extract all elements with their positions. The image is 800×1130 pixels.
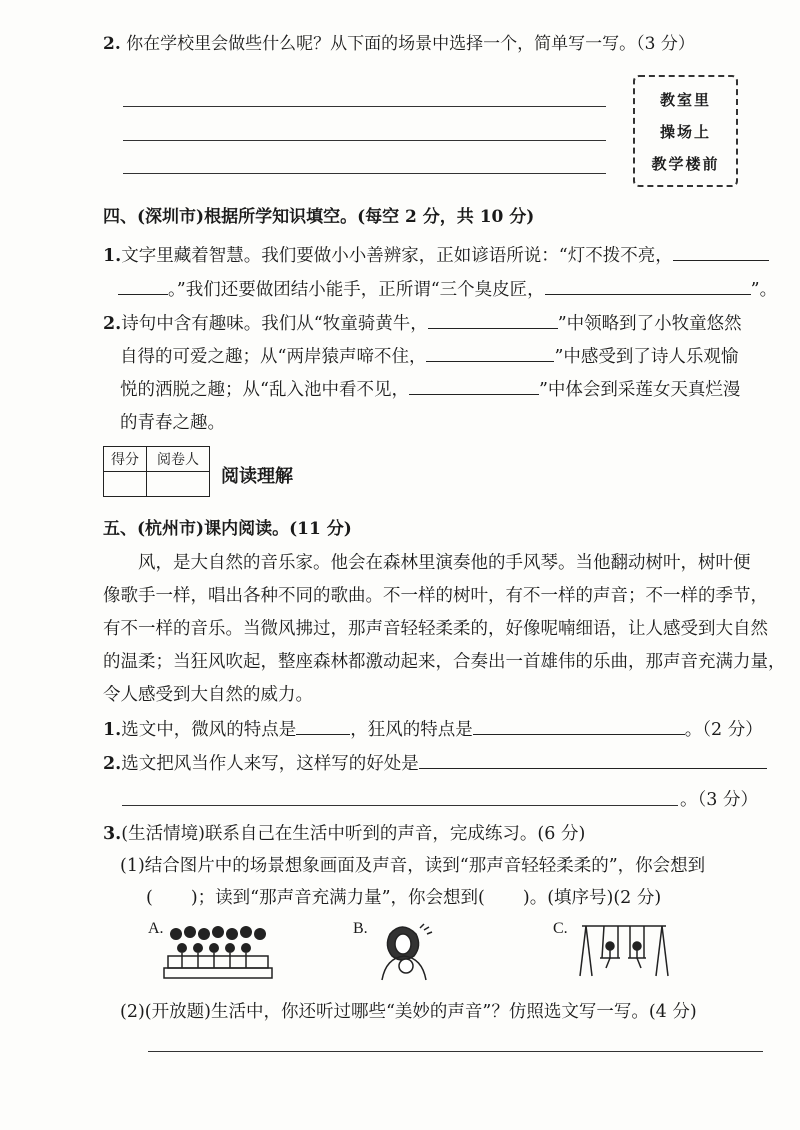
option-b-label: B. — [353, 920, 368, 937]
passage-line-1: 风，是大自然的音乐家。他会在森林里演奏他的手风琴。当他翻动树叶，树叶便 — [138, 553, 751, 573]
s4-q2-text1a: 诗句中含有趣味。我们从“牧童骑黄牛， — [121, 314, 428, 334]
section-5-title: 五、(杭州市)课内阅读。(11 分) — [103, 519, 352, 539]
section-4-title: 四、(深圳市)根据所学知识填空。(每空 2 分，共 10 分) — [103, 207, 535, 227]
score-cell[interactable] — [104, 472, 147, 497]
s5-q3-p1-text: )；读到“那声音充满力量”，你会想到( — [190, 888, 485, 908]
s5-q3-number: 3. — [103, 824, 122, 844]
s4-q2-text3a: 悦的洒脱之趣；从“乱入池中看不见， — [120, 380, 409, 400]
blank-5[interactable] — [426, 345, 554, 362]
answer-line-4[interactable] — [122, 805, 678, 806]
grader-cell[interactable] — [147, 472, 210, 497]
s4-q2-text2a: 自得的可爱之趣；从“两岸猿声啼不住， — [120, 347, 427, 367]
passage-line-5: 令人感受到大自然的威力。 — [103, 685, 313, 705]
s5-q1-line — [103, 718, 763, 742]
scene-options-box — [633, 75, 738, 187]
blank-2[interactable] — [118, 278, 168, 295]
paren-open-1: ( — [146, 888, 153, 908]
blank-7[interactable] — [296, 718, 350, 735]
s5-q3-p1-line1: (1)结合图片中的场景想象画面及声音，读到“那声音轻轻柔柔的”，你会想到 — [120, 856, 706, 876]
answer-line-3[interactable] — [123, 173, 606, 174]
blank-4[interactable] — [428, 312, 558, 329]
s5-q3-p2: (2)(开放题)生活中，你还听过哪些“美妙的声音”？仿照选文写一写。(4 分) — [120, 1002, 697, 1022]
answer-line-2[interactable] — [123, 140, 606, 141]
option-c-label: C. — [553, 920, 568, 937]
s5-q2-end: 。（3 分） — [680, 790, 758, 810]
s5-q2-text: 选文把风当作人来写，这样写的好处是 — [121, 754, 419, 774]
swing-illustration — [578, 922, 670, 978]
s5-q3-p1-end: )。(填序号)(2 分) — [522, 888, 662, 908]
q2-number: 2. — [103, 34, 121, 54]
q2-text: 你在学校里会做些什么呢？从下面的场景中选择一个，简单写一写。（3 分） — [126, 34, 695, 54]
blank-3[interactable] — [545, 278, 751, 295]
s4-q1-text3: ”。 — [750, 280, 778, 300]
s4-q2-text4: 的青春之趣。 — [120, 413, 225, 433]
scene-playground: 操场上 — [659, 123, 711, 141]
score-table — [103, 446, 210, 497]
s4-q2-text3b: ”中体会到采莲女天真烂漫 — [538, 380, 741, 400]
s4-q2-line3 — [120, 378, 740, 402]
s4-q2-text1b: ”中领略到了小牧童悠然 — [557, 314, 742, 334]
passage-line-2: 像歌手一样，唱出各种不同的歌曲。不一样的树叶，有不一样的声音；不一样的季节， — [103, 586, 768, 606]
s4-q2-line2 — [120, 345, 738, 369]
choir-illustration — [162, 922, 274, 982]
passage-line-4: 的温柔；当狂风吹起，整座森林都激动起来，合奏出一首雄伟的乐曲，那声音充满力量， — [103, 652, 786, 672]
s4-q1-number: 1. — [103, 246, 122, 266]
s4-q1-text1: 文字里藏着智慧。我们要做小小善辨家，正如谚语所说：“灯不拨不亮， — [121, 246, 673, 266]
s5-q2-number: 2. — [103, 754, 122, 774]
s5-q3-line — [103, 822, 585, 846]
s5-q1-text-b: ，狂风的特点是 — [350, 720, 473, 740]
score-header: 得分 — [104, 447, 147, 472]
s4-q2-line1 — [103, 312, 742, 336]
scene-building: 教学楼前 — [651, 155, 720, 173]
scene-classroom: 教室里 — [659, 91, 711, 109]
s4-q2-number: 2. — [103, 314, 122, 334]
s5-q1-text-a: 选文中，微风的特点是 — [121, 720, 297, 740]
blank-9[interactable] — [419, 752, 767, 769]
choir-heads — [170, 926, 266, 953]
s4-q1-line1 — [103, 244, 769, 268]
s5-q1-number: 1. — [103, 720, 122, 740]
blank-6[interactable] — [409, 378, 539, 395]
blank-1[interactable] — [673, 244, 769, 261]
option-a-label: A. — [148, 920, 164, 937]
blank-8[interactable] — [473, 718, 685, 735]
s5-q3-p1-line2 — [146, 886, 661, 910]
s4-q2-text2b: ”中感受到了诗人乐观愉 — [554, 347, 739, 367]
s4-q1-text2: 。”我们还要做团结小能手，正所谓“三个臭皮匠， — [168, 280, 545, 300]
q2-line — [103, 33, 695, 55]
s5-q2-line — [103, 752, 767, 776]
s4-q1-line2 — [118, 278, 777, 302]
answer-line-1[interactable] — [123, 106, 606, 107]
grader-header: 阅卷人 — [147, 447, 210, 472]
passage-line-3: 有不一样的音乐。当微风拂过，那声音轻轻柔柔的，好像呢喃细语，让人感受到大自然 — [103, 619, 768, 639]
s5-q3-title: (生活情境)联系自己在生活中听到的声音，完成练习。(6 分) — [121, 824, 586, 844]
reading-section-title: 阅读理解 — [221, 466, 293, 487]
s5-q1-text-c: 。（2 分） — [684, 720, 763, 740]
mother-baby-illustration — [372, 920, 438, 982]
answer-line-5[interactable] — [148, 1051, 763, 1052]
